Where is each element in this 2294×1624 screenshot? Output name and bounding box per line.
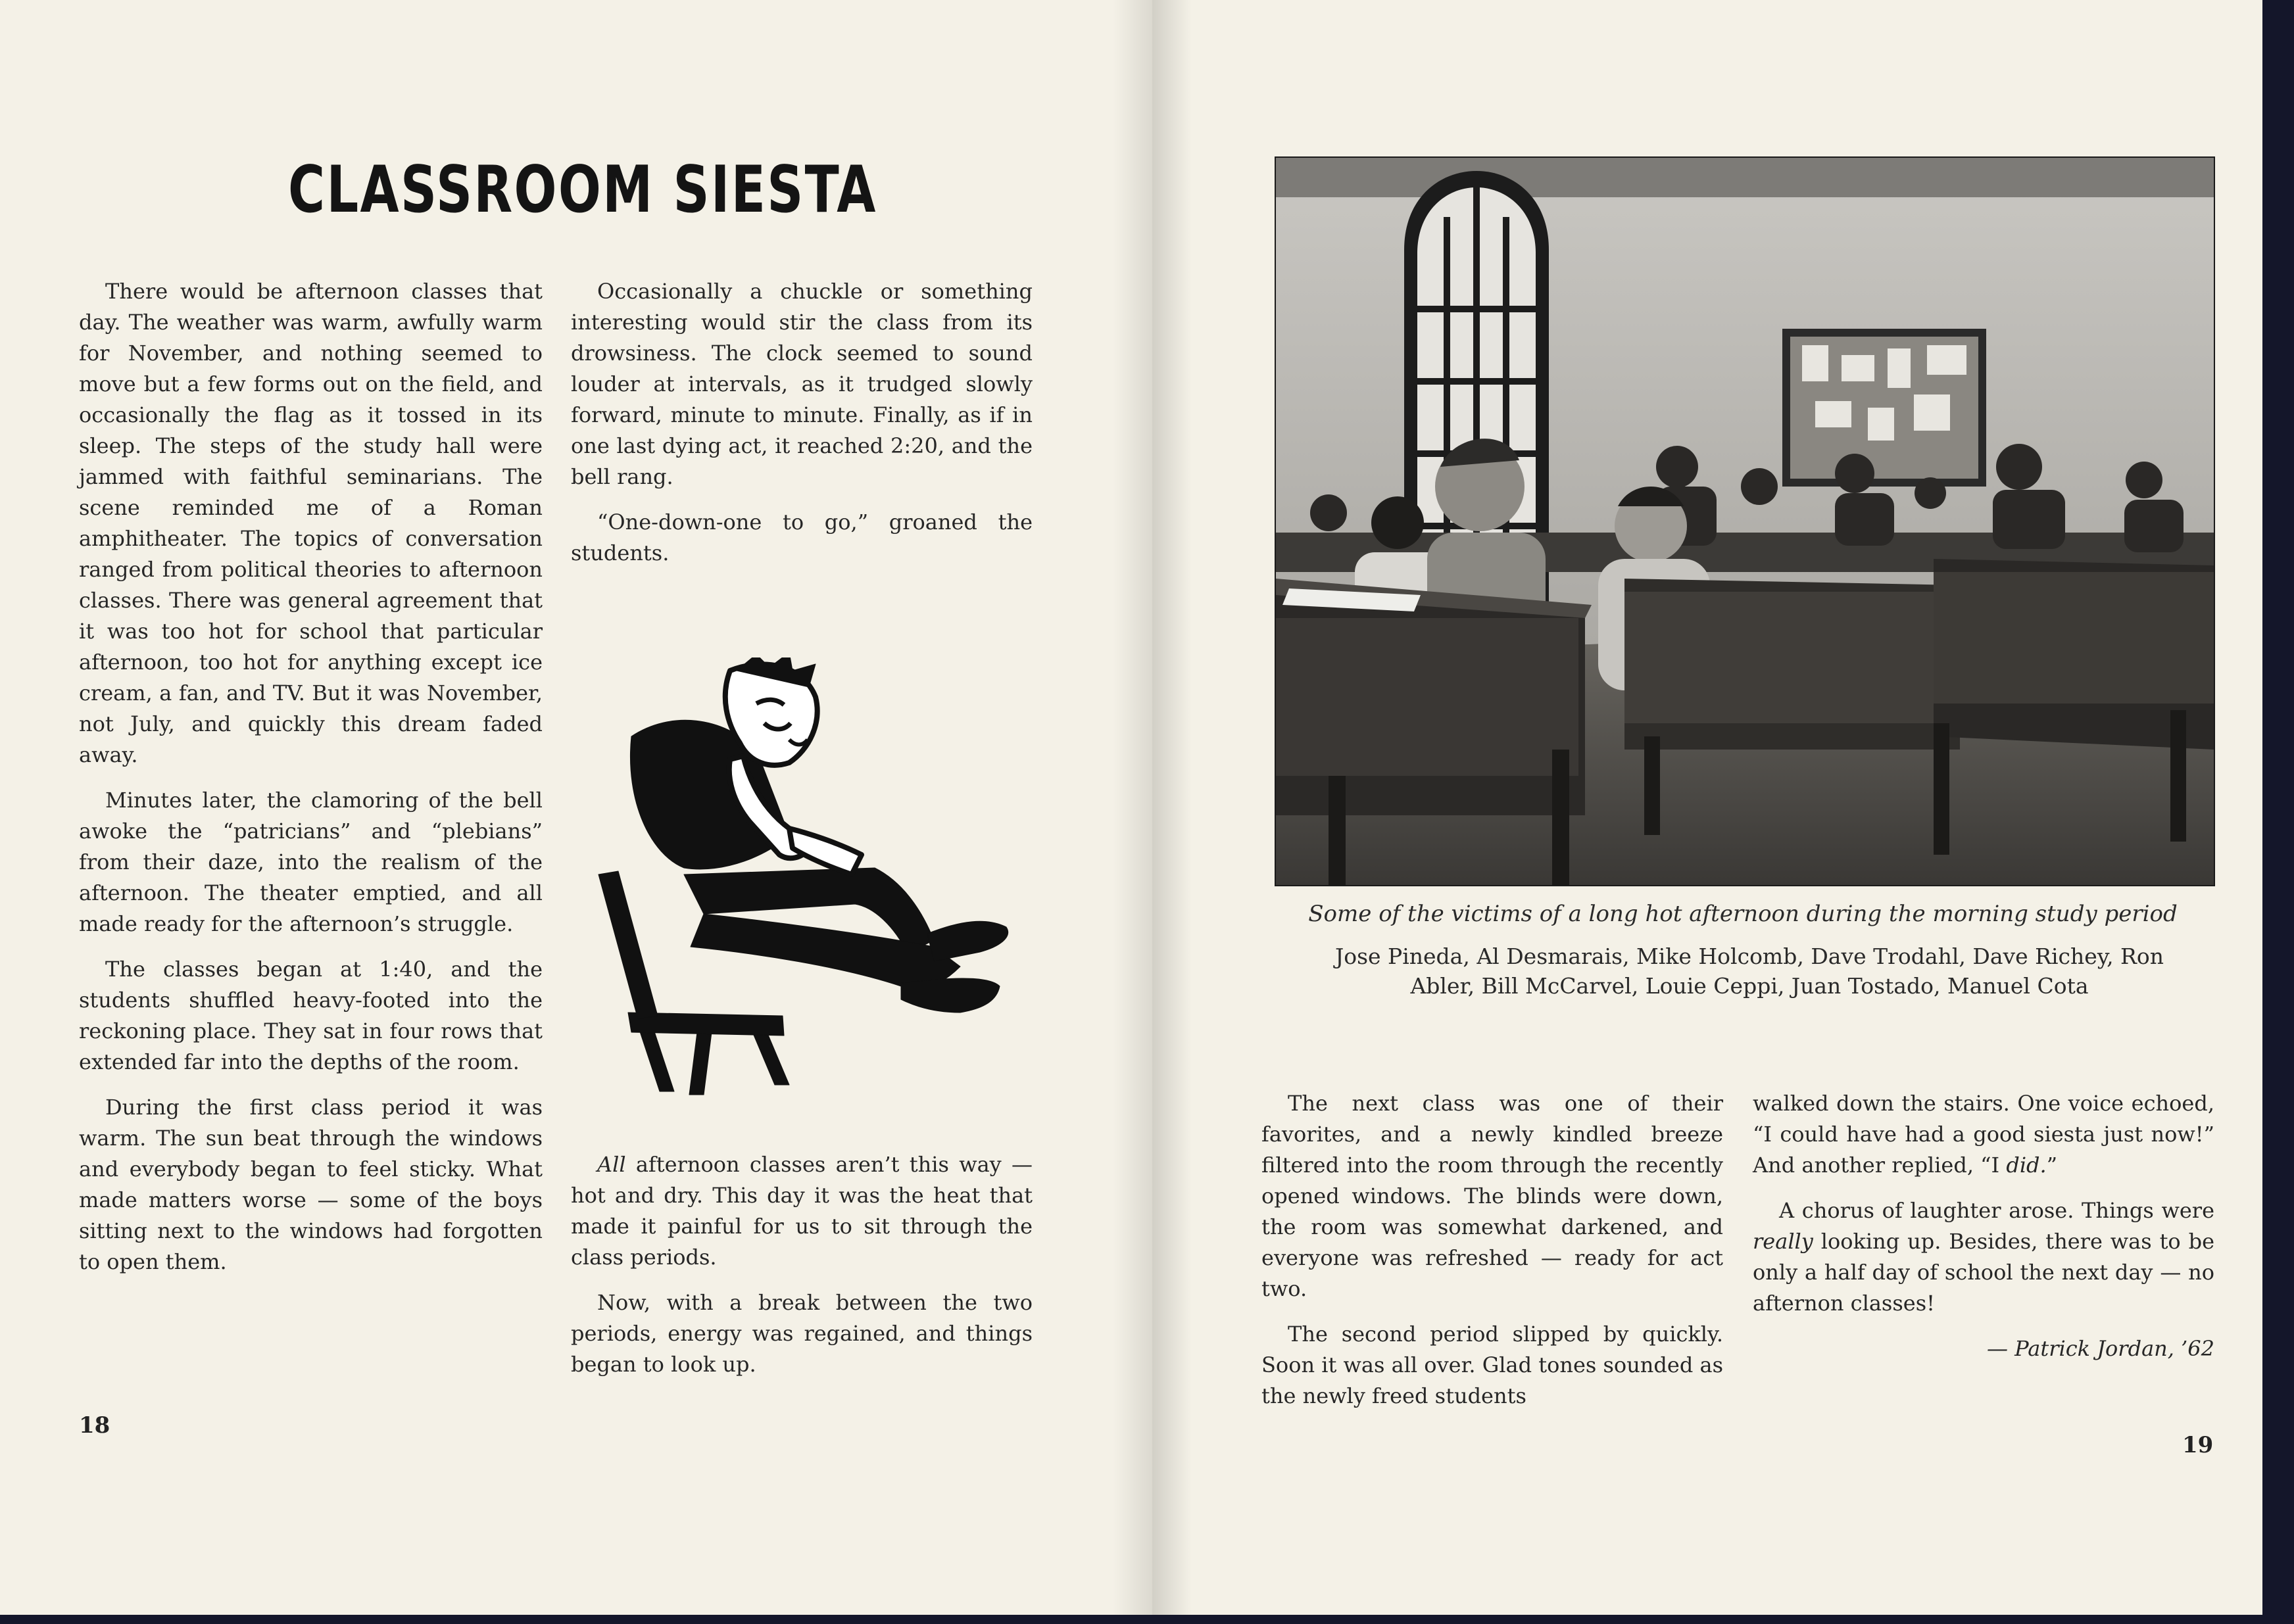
- page-edge: [1152, 1615, 2262, 1624]
- paragraph: Occasionally a chuckle or something interesting would stir the class from its drowsiness. The clock seemed to sound louder at intervals, as it trudged slowly forward, minute to minute. Finally, as if in one last dying act, it reached 2:20, and the bell rang.: [571, 279, 1033, 489]
- author-signature: — Patrick Jordan, ’62: [1986, 1336, 2214, 1361]
- page-number-right: 19: [2182, 1432, 2214, 1458]
- paragraph-text: walked down the stairs. One voice echoed, “I could have had a good siesta just now!” And another replied, “I: [1753, 1091, 2214, 1178]
- emphasis-really: really: [1753, 1229, 1813, 1254]
- paragraph: Now, with a break between the two periods, energy was regained, and things began to look up.: [571, 1290, 1033, 1377]
- emphasis-did: did.: [2006, 1153, 2047, 1178]
- photo-caption: Some of the victims of a long hot afternoon during the morning study period: [1308, 901, 2178, 927]
- article-title: CLASSROOM SIESTA: [288, 153, 877, 227]
- paragraph: “One-down-one to go,” groaned the students.: [571, 510, 1033, 565]
- left-column-2: [571, 276, 1033, 583]
- paragraph: The second period slipped by quickly. Soon it was all over. Glad tones sounded as the newly freed students: [1261, 1322, 1723, 1408]
- paragraph-text: looking up. Besides, there was to be only a half day of school the next day — no afternon classes!: [1753, 1229, 2214, 1316]
- paragraph: There would be afternoon classes that day. The weather was warm, awfully warm for November, and nothing seemed to move but a few forms out on the field, and occasionally the flag as it tossed in its sleep. The steps of the study hall were jammed with faithful seminarians. The scene reminded me of a Roman amphitheater. The topics of conversation ranged from political theories to afternoon classes. There was general agreement that it was too hot for school that particular afternoon, too hot for anything except ice cream, a fan, and TV. But it was November, not July, and quickly this dream faded away.: [79, 279, 543, 767]
- paragraph: The classes began at 1:40, and the students shuffled heavy-footed into the reckoning place. They sat in four rows that extended far into the depths of the room.: [79, 957, 543, 1074]
- classroom-photo-drawing: [1276, 158, 2214, 885]
- paragraph: [1753, 1195, 2214, 1319]
- paragraph-text: A chorus of laughter arose. Things were: [1779, 1198, 2214, 1223]
- right-column-1: [1261, 1088, 1723, 1426]
- page-number-left: 18: [79, 1412, 110, 1439]
- photo-names: Jose Pineda, Al Desmarais, Mike Holcomb, Dave Trodahl, Dave Richey, Ron Abler, Bill McCarvel, Louie Ceppi, Juan Tostado, Manuel Cota: [1334, 943, 2164, 999]
- paragraph-text: ”: [2046, 1153, 2058, 1178]
- paragraph: Minutes later, the clamoring of the bell awoke the “patricians” and “plebians” from their daze, into the realism of the afternoon. The theater emptied, and all made ready for the afternoon’s struggle.: [79, 788, 543, 936]
- gutter-shadow: [1152, 0, 1192, 1624]
- sleeping-student-illustration: [592, 657, 1039, 1105]
- left-column-2-lower: [571, 1149, 1033, 1395]
- page-edge: [0, 1615, 1152, 1624]
- classroom-photo: [1275, 156, 2215, 886]
- paragraph: The next class was one of their favorites, and a newly kindled breeze filtered into the room through the recently opened windows. The blinds were down, the room was somewhat darkened, and everyone was refreshed — ready for act two.: [1261, 1091, 1723, 1301]
- paragraph: [571, 1149, 1033, 1273]
- gutter-shadow: [1113, 0, 1152, 1624]
- left-column-1: [79, 276, 543, 1292]
- page-edge-right: [2262, 0, 2294, 1624]
- emphasis-all: All: [597, 1152, 626, 1177]
- paragraph: During the first class period it was warm. The sun beat through the windows and everybody began to feel sticky. What made matters worse — some of the boys sitting next to the windows had forgotten to open them.: [79, 1095, 543, 1274]
- right-column-2: [1753, 1088, 2214, 1364]
- paragraph: [1753, 1088, 2214, 1181]
- paragraph-text: afternoon classes aren’t this way — hot and dry. This day it was the heat that made it painful for us to sit through the class periods.: [571, 1152, 1033, 1270]
